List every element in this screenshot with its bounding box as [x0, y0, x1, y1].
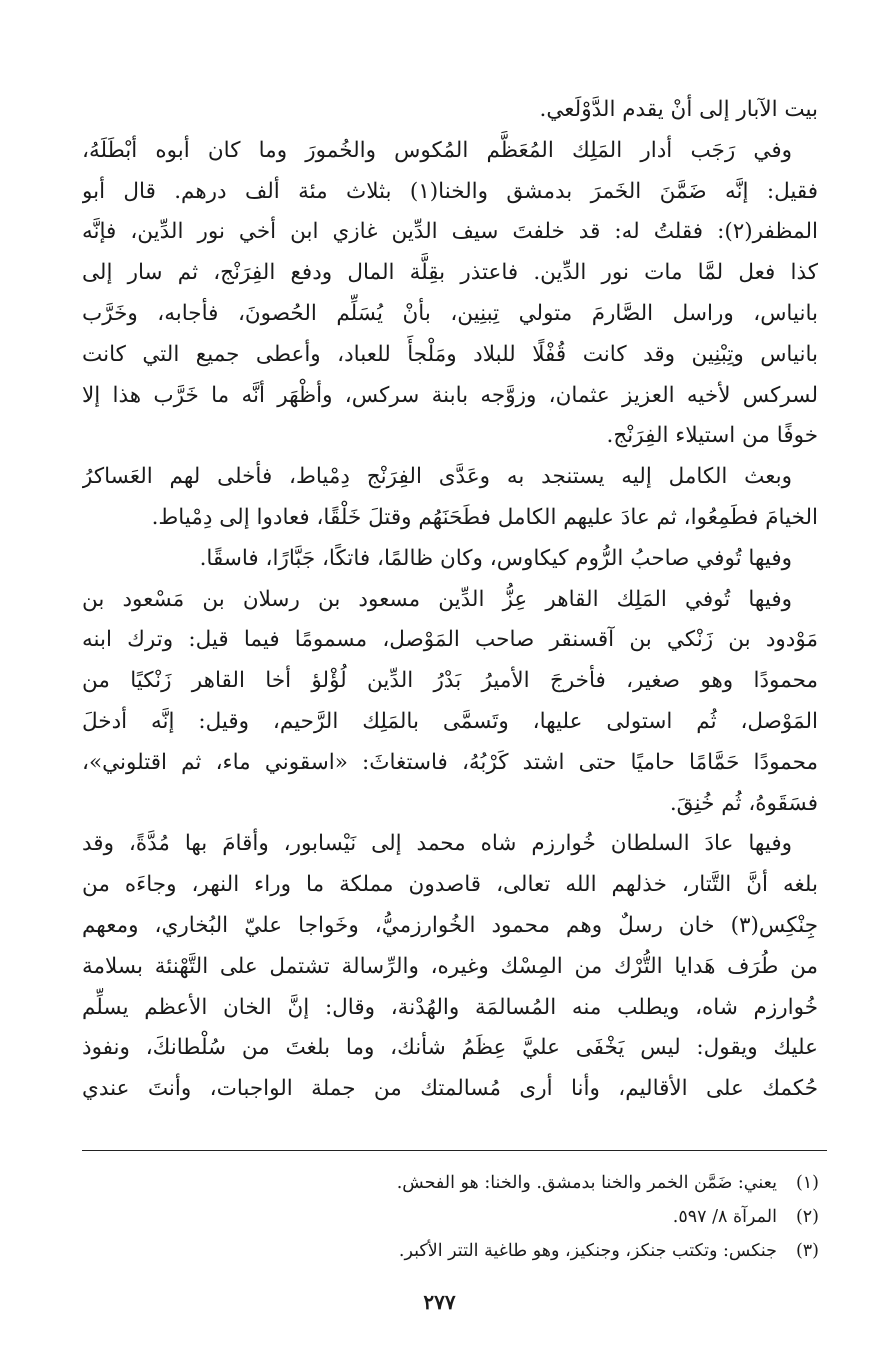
footnote-number: (٢)	[795, 1207, 819, 1227]
footnote-text: المرآة ٨/ ٥٩٧.	[672, 1207, 777, 1227]
footnote-divider	[82, 1150, 827, 1151]
page-number: ٢٧٧	[423, 1290, 456, 1314]
text-line: بيت الآبار إلى أنْ يقدم الدَّوْلَعي.	[539, 97, 818, 122]
footnote	[79, 1166, 819, 1200]
text-line: عليك ويقول: ليس يَخْفَى عليَّ عِظَمُ شأنك، وما بلغتَ من سُلْطانكَ، ونفوذ	[82, 1035, 818, 1061]
footnote-number: (٣)	[795, 1241, 819, 1261]
main-text	[82, 90, 818, 1110]
text-line: كذا فعل لمَّا مات نور الدِّين. فاعتذر بقِلَّة المال ودفع الفِرَنْج، ثم سار إلى	[82, 260, 818, 286]
footnote-text: يعني: ضَمَّن الخمر والخنا بدمشق. والخنا: هو الفحش.	[396, 1173, 777, 1193]
text-line: المَوْصل، ثُم استولى عليها، وتَسمَّى بالمَلِك الرَّحيم، وقيل: إنَّه أدخلَ	[82, 708, 818, 734]
text-line: لسركس لأخيه العزيز عثمان، وزوَّجه بابنة سركس، وأظْهَر أنَّه ما خَرَّب هذا إلا	[82, 382, 818, 408]
text-line: وفيها تُوفي المَلِك القاهر عِزُّ الدِّين مسعود بن رسلان بن مَسْعود بن	[82, 586, 792, 612]
footnotes	[79, 1166, 819, 1268]
footnote	[79, 1234, 819, 1268]
text-line: من طُرَف هَدايا التُّرْك من المِسْك وغيره، والرِّسالة تشتمل على التَّهْنئة بسلامة	[82, 953, 818, 979]
text-line: فقيل: إنَّه ضَمَّنَ الخَمرَ بدمشق والخنا(١) بثلاث مئة ألف درهم. قال أبو	[82, 178, 818, 204]
text-line: مَوْدود بن زَنْكي بن آقسنقر صاحب المَوْصل، مسمومًا فيما قيل: وترك ابنه	[82, 627, 818, 653]
footnote-text: جنكس: وتكتب جنكز، وجنكيز، وهو طاغية التتر الأكبر.	[398, 1241, 777, 1261]
text-line: حُكمك على الأقاليم، وأنا أرى مُسالمتك من جملة الواجبات، وأنتَ عندي	[82, 1076, 818, 1102]
text-line: خوفًا من استيلاء الفِرَنْج.	[606, 423, 818, 449]
text-line: بلغه أنَّ التَّتار، خذلهم الله تعالى، قاصدون مملكة ما وراء النهر، وجاءَه من	[82, 872, 818, 898]
text-line: الخيامَ فطَمِعُوا، ثم عادَ عليهم الكامل فطَحَنَهُم وقتلَ خَلْقًا، فعادوا إلى دِمْياط.	[151, 504, 818, 530]
text-line: بانياس وتِبْنِين وقد كانت قُفْلًا للبلاد ومَلْجأً للعباد، وأعطى جميع التي كانت	[82, 341, 818, 367]
footnote	[79, 1200, 819, 1234]
text-line: وفيها عادَ السلطان خُوارزم شاه محمد إلى نَيْسابور، وأقامَ بها مُدَّةً، وقد	[82, 831, 792, 857]
text-line: وفي رَجَب أدار المَلِك المُعَظَّم المُكوس والخُمورَ وما كان أبوه أبْطَلَهُ،	[82, 137, 792, 163]
text-line: وبعث الكامل إليه يستنجد به وعَدَّى الفِرَنْج دِمْياط، فأخلى لهم العَساكرُ	[82, 464, 792, 490]
text-line: فسَقَوهُ، ثُم خُنِقَ.	[669, 790, 818, 816]
footnote-number: (١)	[795, 1173, 819, 1193]
text-line: خُوارزم شاه، ويطلب منه المُسالمَة والهُدْنة، وقال: إنَّ الخان الأعظم يسلِّم	[82, 994, 818, 1020]
text-line: المظفر(٢): فقلتُ له: قد خلفتَ سيف الدِّين غازي ابن أخي نور الدِّين، فإنَّه	[82, 219, 818, 245]
text-line: وفيها تُوفي صاحبُ الرُّوم كيكاوس، وكان ظالمًا، فاتكًا، جَبَّارًا، فاسقًا.	[199, 545, 792, 571]
text-line: جِنْكِس(٣) خان رسلٌ وهم محمود الخُوارزميُّ، وخَواجا عليّ البُخاري، ومعهم	[82, 912, 818, 938]
text-line: محمودًا وهو صغير، فأخرجَ الأميرُ بَدْرُ الدِّين لُؤْلؤ أخا القاهر زَنْكيًا من	[82, 668, 818, 694]
text-line: بانياس، وراسل الصَّارمَ متولي تِبنِين، بأنْ يُسَلِّم الحُصونَ، فأجابه، وخَرَّب	[82, 300, 818, 326]
text-line: محمودًا حَمَّامًا حاميًا حتى اشتد كَرْبُهُ، فاستغاثَ: «اسقوني ماء، ثم اقتلوني»،	[82, 749, 818, 775]
